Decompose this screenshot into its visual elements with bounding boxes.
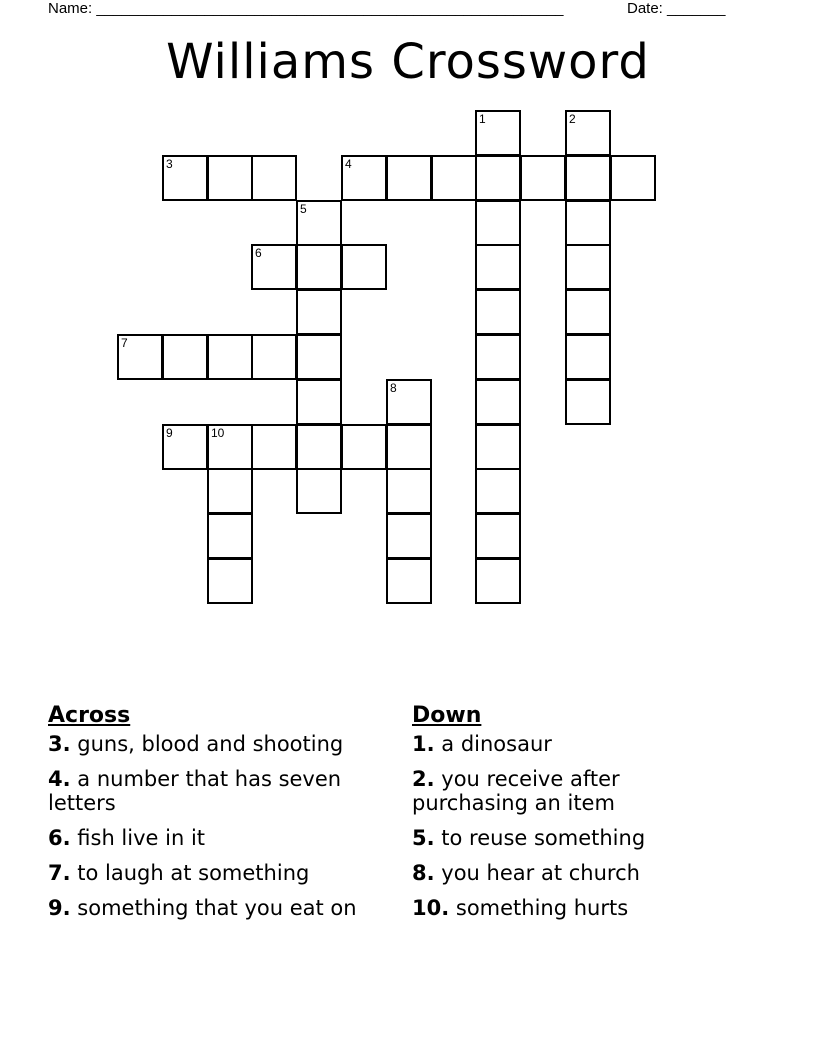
grid-cell[interactable] — [386, 513, 432, 559]
grid-cell[interactable] — [207, 558, 253, 604]
grid-cell[interactable] — [296, 424, 342, 470]
grid-cell[interactable] — [341, 155, 387, 201]
grid-cell[interactable] — [341, 244, 387, 290]
grid-cell[interactable] — [296, 468, 342, 514]
clue-number: 1. — [412, 732, 435, 756]
grid-cell[interactable] — [386, 468, 432, 514]
clue-text: something that you eat on — [77, 896, 357, 920]
clue-text: you receive after purchasing an item — [412, 767, 620, 815]
grid-cell-number: 7 — [121, 336, 128, 350]
grid-cell[interactable] — [386, 379, 432, 425]
clue-number: 3. — [48, 732, 71, 756]
clue-number: 5. — [412, 826, 435, 850]
grid-cell[interactable] — [475, 289, 521, 335]
grid-cell-number: 1 — [479, 112, 486, 126]
clue-text: fish live in it — [77, 826, 206, 850]
grid-cell-number: 2 — [569, 112, 576, 126]
grid-cell[interactable] — [565, 244, 611, 290]
grid-cell-number: 5 — [300, 202, 307, 216]
grid-cell[interactable] — [207, 155, 253, 201]
name-field-label: Name: ________________________________________________________ — [48, 0, 564, 17]
grid-cell[interactable] — [162, 155, 208, 201]
grid-cell-number: 4 — [345, 157, 352, 171]
across-heading: Across — [48, 703, 131, 728]
grid-cell[interactable] — [475, 200, 521, 246]
clue-number: 10. — [412, 896, 450, 920]
grid-cell[interactable] — [296, 334, 342, 380]
across-clue — [48, 861, 378, 885]
grid-cell-number: 6 — [255, 246, 262, 260]
grid-cell[interactable] — [162, 334, 208, 380]
clue-number: 9. — [48, 896, 71, 920]
grid-cell[interactable] — [565, 200, 611, 246]
grid-cell[interactable] — [475, 110, 521, 156]
grid-cell[interactable] — [251, 155, 297, 201]
grid-cell[interactable] — [386, 558, 432, 604]
clue-text: to reuse something — [441, 826, 646, 850]
date-field-label: Date: _______ — [627, 0, 726, 17]
down-heading: Down — [412, 703, 482, 728]
grid-cell[interactable] — [296, 289, 342, 335]
grid-cell[interactable] — [117, 334, 163, 380]
down-clue — [412, 767, 742, 815]
grid-cell[interactable] — [386, 155, 432, 201]
grid-cell[interactable] — [475, 513, 521, 559]
grid-cell[interactable] — [341, 424, 387, 470]
across-clue — [48, 732, 378, 756]
across-clue — [48, 896, 378, 920]
grid-cell[interactable] — [565, 155, 611, 201]
grid-cell[interactable] — [475, 468, 521, 514]
grid-cell[interactable] — [520, 155, 566, 201]
down-clue — [412, 732, 742, 756]
clue-number: 4. — [48, 767, 71, 791]
grid-cell[interactable] — [296, 200, 342, 246]
clue-text: a dinosaur — [441, 732, 552, 756]
clue-text: to laugh at something — [77, 861, 310, 885]
grid-cell[interactable] — [565, 334, 611, 380]
clue-number: 8. — [412, 861, 435, 885]
grid-cell[interactable] — [251, 334, 297, 380]
across-clue — [48, 767, 378, 815]
grid-cell[interactable] — [475, 244, 521, 290]
grid-cell-number: 9 — [166, 426, 173, 440]
grid-cell[interactable] — [431, 155, 477, 201]
down-clue — [412, 861, 742, 885]
clue-number: 2. — [412, 767, 435, 791]
grid-cell[interactable] — [565, 110, 611, 156]
grid-cell[interactable] — [207, 424, 253, 470]
grid-cell[interactable] — [251, 244, 297, 290]
down-clue — [412, 826, 742, 850]
grid-cell[interactable] — [565, 289, 611, 335]
grid-cell[interactable] — [475, 155, 521, 201]
grid-cell[interactable] — [565, 379, 611, 425]
clue-text: something hurts — [455, 896, 629, 920]
grid-cell[interactable] — [386, 424, 432, 470]
clue-number: 6. — [48, 826, 71, 850]
across-clue — [48, 826, 378, 850]
down-clue — [412, 896, 742, 920]
clue-text: a number that has seven letters — [48, 767, 342, 815]
grid-cell[interactable] — [610, 155, 656, 201]
grid-cell-number: 3 — [166, 157, 173, 171]
grid-cell[interactable] — [207, 334, 253, 380]
grid-cell[interactable] — [475, 558, 521, 604]
page-title: Williams Crossword — [166, 34, 650, 90]
grid-cell[interactable] — [296, 244, 342, 290]
grid-cell[interactable] — [475, 334, 521, 380]
grid-cell[interactable] — [296, 379, 342, 425]
grid-cell[interactable] — [475, 379, 521, 425]
grid-cell[interactable] — [207, 468, 253, 514]
clue-text: guns, blood and shooting — [77, 732, 344, 756]
grid-cell[interactable] — [251, 424, 297, 470]
grid-cell[interactable] — [207, 513, 253, 559]
down-clues — [412, 702, 742, 931]
grid-cell[interactable] — [475, 424, 521, 470]
clue-text: you hear at church — [441, 861, 640, 885]
grid-cell-number: 10 — [211, 426, 225, 440]
clue-number: 7. — [48, 861, 71, 885]
across-clues — [48, 702, 378, 931]
grid-cell[interactable] — [162, 424, 208, 470]
grid-cell-number: 8 — [390, 381, 397, 395]
